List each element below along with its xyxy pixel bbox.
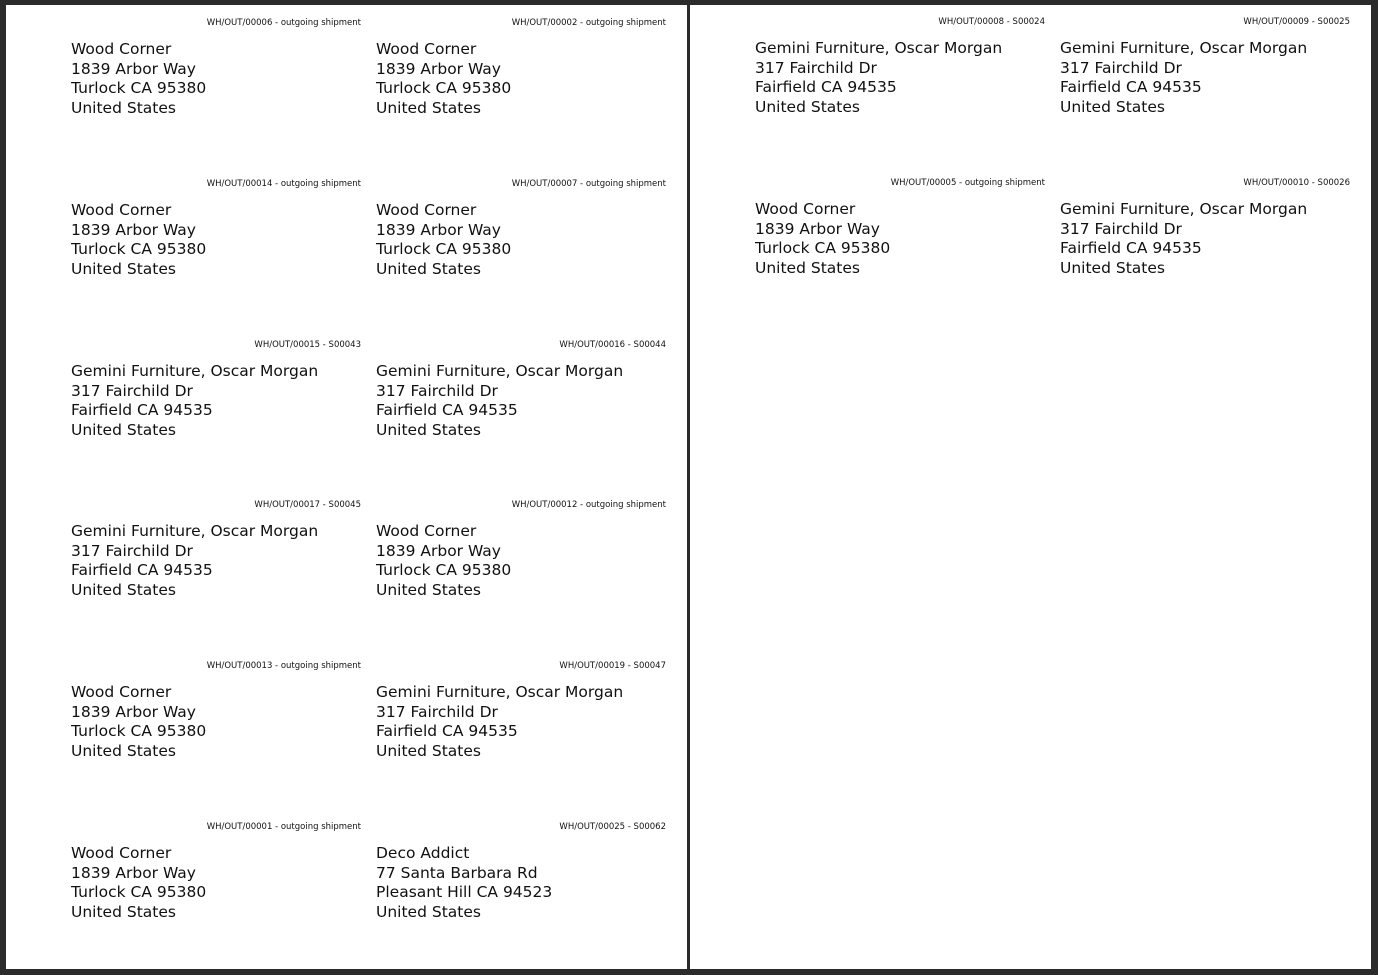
address-city: Fairfield CA 94535	[376, 722, 518, 740]
shipping-label	[1060, 178, 1350, 288]
address-city: Turlock CA 95380	[376, 561, 512, 579]
shipment-reference: WH/OUT/00009 - S00025	[1243, 17, 1350, 27]
address-country: United States	[376, 420, 481, 439]
shipping-address	[1060, 200, 1307, 278]
shipment-reference: WH/OUT/00019 - S00047	[559, 661, 666, 671]
shipment-reference: WH/OUT/00015 - S00043	[254, 340, 361, 350]
label-page-2	[690, 5, 1371, 969]
address-city: Turlock CA 95380	[71, 79, 207, 97]
shipping-label	[71, 179, 361, 289]
address-street: 1839 Arbor Way	[71, 59, 196, 78]
shipment-reference: WH/OUT/00002 - outgoing shipment	[511, 18, 666, 28]
address-street: 317 Fairchild Dr	[71, 541, 193, 560]
address-city: Pleasant Hill CA 94523	[376, 883, 553, 901]
recipient-name: Wood Corner	[376, 40, 477, 58]
shipping-address	[376, 40, 511, 118]
address-city: Turlock CA 95380	[71, 722, 207, 740]
shipping-label	[71, 18, 361, 128]
address-street: 1839 Arbor Way	[376, 59, 501, 78]
recipient-name: Gemini Furniture, Oscar Morgan	[71, 362, 319, 380]
recipient-name: Gemini Furniture, Oscar Morgan	[1060, 200, 1308, 218]
shipping-address	[376, 522, 511, 600]
recipient-name: Gemini Furniture, Oscar Morgan	[376, 362, 624, 380]
shipment-reference: WH/OUT/00016 - S00044	[559, 340, 666, 350]
address-country: United States	[376, 902, 481, 921]
shipping-address	[71, 522, 318, 600]
recipient-name: Wood Corner	[376, 522, 477, 540]
shipping-label	[71, 661, 361, 771]
recipient-name: Wood Corner	[71, 40, 172, 58]
shipment-reference: WH/OUT/00014 - outgoing shipment	[206, 179, 361, 189]
recipient-name: Gemini Furniture, Oscar Morgan	[755, 39, 1003, 57]
address-country: United States	[376, 98, 481, 117]
shipment-reference: WH/OUT/00025 - S00062	[559, 822, 666, 832]
address-street: 1839 Arbor Way	[71, 220, 196, 239]
address-city: Fairfield CA 94535	[1060, 239, 1202, 257]
address-city: Turlock CA 95380	[71, 240, 207, 258]
shipping-label	[71, 500, 361, 610]
shipping-address	[71, 362, 318, 440]
shipment-reference: WH/OUT/00013 - outgoing shipment	[206, 661, 361, 671]
address-city: Fairfield CA 94535	[755, 78, 897, 96]
address-country: United States	[1060, 97, 1165, 116]
recipient-name: Gemini Furniture, Oscar Morgan	[376, 683, 624, 701]
address-city: Turlock CA 95380	[376, 79, 512, 97]
shipment-reference: WH/OUT/00017 - S00045	[254, 500, 361, 510]
shipping-label	[376, 500, 666, 610]
recipient-name: Gemini Furniture, Oscar Morgan	[71, 522, 319, 540]
address-country: United States	[71, 902, 176, 921]
shipment-reference: WH/OUT/00007 - outgoing shipment	[511, 179, 666, 189]
shipping-label	[755, 178, 1045, 288]
address-country: United States	[755, 97, 860, 116]
recipient-name: Deco Addict	[376, 844, 470, 862]
recipient-name: Wood Corner	[755, 200, 856, 218]
address-street: 1839 Arbor Way	[755, 219, 880, 238]
shipping-label	[376, 661, 666, 771]
address-city: Turlock CA 95380	[376, 240, 512, 258]
address-street: 317 Fairchild Dr	[71, 381, 193, 400]
address-country: United States	[376, 259, 481, 278]
address-city: Fairfield CA 94535	[376, 401, 518, 419]
address-country: United States	[376, 580, 481, 599]
address-street: 317 Fairchild Dr	[755, 58, 877, 77]
shipping-address	[376, 201, 511, 279]
address-country: United States	[71, 741, 176, 760]
shipping-label	[376, 18, 666, 128]
address-street: 317 Fairchild Dr	[1060, 219, 1182, 238]
shipping-label	[376, 179, 666, 289]
address-street: 77 Santa Barbara Rd	[376, 863, 538, 882]
shipping-address	[71, 201, 206, 279]
recipient-name: Gemini Furniture, Oscar Morgan	[1060, 39, 1308, 57]
address-street: 1839 Arbor Way	[71, 702, 196, 721]
address-country: United States	[71, 98, 176, 117]
recipient-name: Wood Corner	[71, 683, 172, 701]
shipping-address	[755, 39, 1002, 117]
shipping-address	[71, 683, 206, 761]
shipping-address	[376, 844, 552, 922]
recipient-name: Wood Corner	[71, 201, 172, 219]
address-street: 1839 Arbor Way	[71, 863, 196, 882]
address-country: United States	[71, 420, 176, 439]
shipment-reference: WH/OUT/00006 - outgoing shipment	[206, 18, 361, 28]
shipping-label	[755, 17, 1045, 127]
shipping-address	[755, 200, 890, 278]
address-street: 317 Fairchild Dr	[376, 702, 498, 721]
address-street: 1839 Arbor Way	[376, 541, 501, 560]
shipment-reference: WH/OUT/00001 - outgoing shipment	[206, 822, 361, 832]
address-city: Turlock CA 95380	[71, 883, 207, 901]
shipping-address	[71, 40, 206, 118]
shipping-label	[376, 340, 666, 450]
address-city: Fairfield CA 94535	[71, 401, 213, 419]
recipient-name: Wood Corner	[71, 844, 172, 862]
address-city: Fairfield CA 94535	[1060, 78, 1202, 96]
shipment-reference: WH/OUT/00008 - S00024	[938, 17, 1045, 27]
address-country: United States	[755, 258, 860, 277]
address-country: United States	[376, 741, 481, 760]
shipping-address	[376, 683, 623, 761]
shipment-reference: WH/OUT/00010 - S00026	[1243, 178, 1350, 188]
address-city: Turlock CA 95380	[755, 239, 891, 257]
shipping-label	[376, 822, 666, 932]
shipment-reference: WH/OUT/00012 - outgoing shipment	[511, 500, 666, 510]
label-page-1	[6, 5, 687, 969]
shipping-label	[1060, 17, 1350, 127]
shipping-address	[71, 844, 206, 922]
address-city: Fairfield CA 94535	[71, 561, 213, 579]
shipment-reference: WH/OUT/00005 - outgoing shipment	[890, 178, 1045, 188]
shipping-label	[71, 822, 361, 932]
address-street: 1839 Arbor Way	[376, 220, 501, 239]
shipping-address	[376, 362, 623, 440]
shipping-address	[1060, 39, 1307, 117]
address-country: United States	[71, 580, 176, 599]
recipient-name: Wood Corner	[376, 201, 477, 219]
address-street: 317 Fairchild Dr	[1060, 58, 1182, 77]
address-country: United States	[71, 259, 176, 278]
address-street: 317 Fairchild Dr	[376, 381, 498, 400]
shipping-label	[71, 340, 361, 450]
address-country: United States	[1060, 258, 1165, 277]
